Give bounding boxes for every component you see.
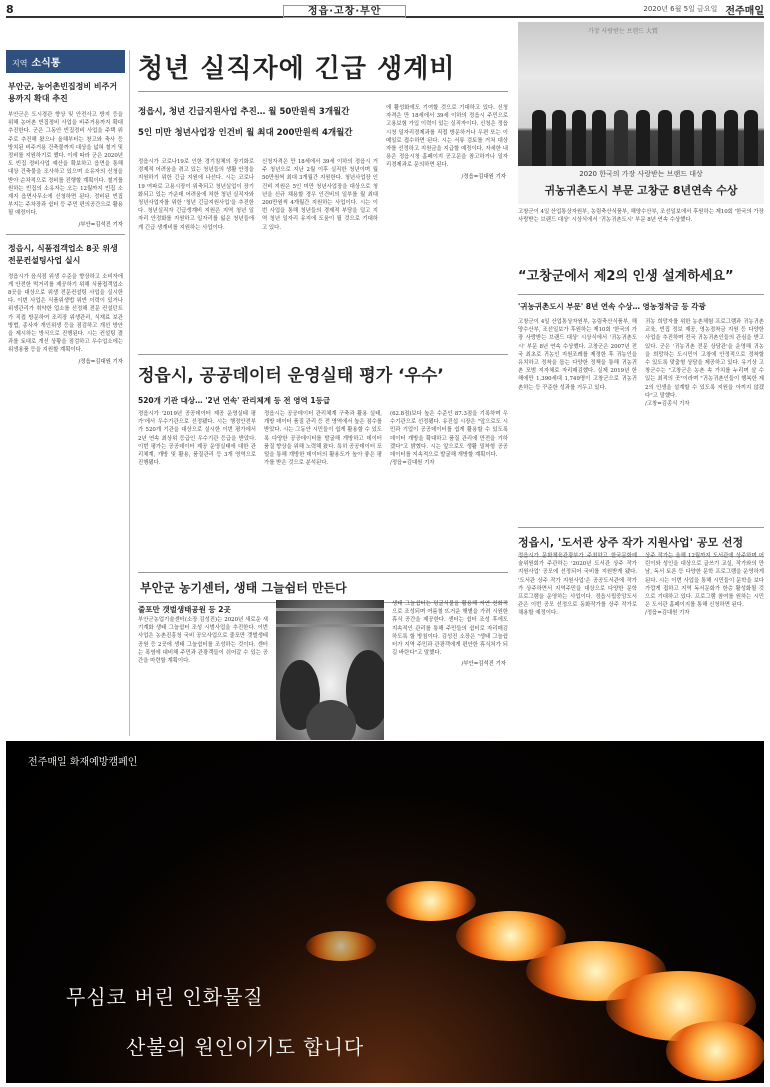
greenhouse-photo [276, 600, 384, 740]
gochang-subhead: '귀농귀촌도시 부문' 8년 연속 수상… 영농정착금 등 각광 [518, 302, 706, 311]
data-article-body: 정읍시가 '2019년 공공데이터 제공 운영실태 평가'에서 우수기관으로 선정됐다. 시는 행정안전부가 520개 기관을 대상으로 실시한 이번 평가에서 2년 연속 최상위 등급인 우수기관 등급을 받았다. 이번 평가는 공공데이터 제공 운영실태에 대한 관리체계, 개방 및 활용, 품질관리 등 3개 영역으로 진행됐다. 정읍시는 공공데이터 관리체계 구축과 활용 실태, 개방 데이터 품질 관리 등 전 영역에서 높은 점수를 받았다. 시는 그동안 시민들이 쉽게 활용할 수 있도록 다양한 공공데이터를 발굴해 개방하고 데이터 품질 향상을 위해 노력해 왔다. 특히 공공데이터 포털을 통해 개방한 데이터의 활용도가 높아 좋은 평가를 받은 것으로 분석된다. (62.8점)보다 높은 수준인 87.3점을 기록하며 우수기관으로 선정됐다. 유진섭 시장은 "앞으로도 시민과 기업이 공공데이터를 쉽게 활용할 수 있도록 데이터 개방을 확대하고 품질 관리에 만전을 기하겠다"고 밝혔다. 시는 앞으로도 생활 밀착형 공공데이터를 지속적으로 발굴해 개방할 계획이다. /정읍=김대원 기자 [138, 411, 508, 467]
forest-fire-glow [306, 931, 376, 961]
campaign-name: 전주매일 화재예방캠페인 [28, 757, 138, 768]
buan-subhead: 줄포만 갯벌생태공원 등 2곳 [138, 605, 231, 614]
data-headline[interactable]: 정읍시, 공공데이터 운영실태 평가 ‘우수’ [138, 354, 508, 386]
main-headline[interactable]: 청년 실직자에 긴급 생계비 [138, 48, 508, 92]
forest-fire-glow [666, 1021, 764, 1081]
story-byline: /부안=김석진 기자 [78, 221, 123, 228]
data-subhead: 520개 기관 대상… '2년 연속' 관리체계 등 전 영역 1등급 [138, 396, 331, 405]
library-article-body: 정읍시가 문화체육관광부가 주최하고 한국문화예술위원회가 주관하는 '2020년 도서관 상주 작가 지원사업' 공모에 선정되어 국비를 지원받게 됐다. '도서관 상주 작가 지원사업'은 공공도서관에 작가가 상주하면서 지역주민을 대상으로 다양한 문학 프로그램을 운영하는 사업이다. 정읍시립중앙도서관은 이번 공모 선정으로 동화작가를 상주 작가로 채용할 예정이다. 상주 작가는 올해 12월까지 도서관에 상주하며 어린이와 성인을 대상으로 글쓰기 교실, 작가와의 만남, 독서 토론 등 다양한 문학 프로그램을 운영하게 된다. 시는 이번 사업을 통해 시민들이 문학을 보다 가깝게 접하고 지역 독서문화가 한층 활성화될 것으로 기대하고 있다. 프로그램 참여를 원하는 시민은 도서관 홈페이지를 통해 신청하면 된다. /정읍=김대원 기자 [518, 553, 764, 617]
award-banner: 2020 한국의 가장 사랑받는 브랜드 대상 귀농귀촌도시 부문 고창군 8년연속 수상 [518, 166, 764, 204]
main-subheads: 정읍시, 청년 긴급지원사업 추진… 월 50만원씩 3개월간 5인 미만 청년사업장 인건비 월 최대 200만원씩 4개월간 [138, 107, 353, 138]
main-article-body: 정읍시가 코로나19로 인한 경기침체의 장기화로 경제적 어려움을 겪고 있는 청년들의 생활 안정을 지원하기 위한 긴급 지원에 나선다. 시는 코로나19 여파로 고용시장이 위축되고 청년실업이 장기화되고 있는 가운데 어려움에 처한 청년 실직자와 청년사업자를 위한 '청년 긴급지원사업'을 추진한다. 청년실직자 긴급생계비 지원은 지역 청년 일자리 안정화를 지원하고 일자리를 잃은 청년들에게 긴급 생계비를 지원하는 사업이다. 신청자격은 만 18세에서 39세 이하의 정읍시 거주 청년으로 지난 2월 이후 실직한 청년이며 월 50만원씩 최대 3개월간 지원한다. 청년사업장 인건비 지원은 5인 미만 청년사업장을 대상으로 청년을 신규 채용할 경우 인건비의 일부를 월 최대 200만원씩 4개월간 지원하는 사업이다. 시는 이번 사업을 통해 청년들의 경제적 부담을 덜고 지역 청년 일자리 유지에 도움이 될 것으로 기대하고 있다. [138, 159, 378, 231]
divider [6, 234, 125, 235]
buan-article-body: 부안군농업기술센터(소장 김성진)는 2020년 새로운 새기계화 생태 그늘쉼터 조성 시범사업을 추진한다. 이번 사업은 농촌진흥청 국비 공모사업으로 줄포만 갯벌생태공원 등 2곳에 생태 그늘쉼터를 조성하는 것이다. 센터는 폭염에 대비해 주민과 관광객들이 쉬어갈 수 있는 공간을 마련할 계획이다. [138, 617, 268, 665]
story-headline[interactable]: 정읍시, 식품접객업소 8곳 위생 전문컨설팅사업 실시 [8, 243, 118, 265]
column-tag: 지역 소식통 [6, 50, 125, 73]
buan-article-body-right: 생태 그늘쉼터는 덩굴식물을 활용해 자연 친화적으로 조성되며 여름철 뜨거운 햇볕을 가려 시원한 휴식 공간을 제공한다. 센터는 쉼터 조성 후에도 지속적인 관리를 통해 주민들의 쉼터로 자리매김하도록 할 방침이다. 김성진 소장은 "생태 그늘쉼터가 지역 주민과 관광객에게 편안한 휴식처가 되길 바란다"고 말했다. /부안=김석진 기자 [392, 601, 508, 668]
award-ceremony-photo: 가장 사랑받는 브랜드 大賞 2020 한국의 가장 사랑받는 브랜드 대상 귀농귀촌도시 부문 고창군 8년연속 수상 [518, 22, 764, 204]
page-number: 8 [6, 2, 14, 16]
fire-prevention-ad [6, 741, 764, 1083]
gochang-headline[interactable]: “고창군에서 제2의 인생 설계하세요” [518, 265, 764, 295]
photo-caption: 고창군이 4일 산업통상자원부, 농림축산식품부, 해양수산부, 조선일보에서 후원하는 제10회 '한국의 가장 사랑받는 브랜드 대상' 시상식에서 '귀농귀촌도시' 부문 8년 연속 수상했다. [518, 209, 764, 224]
local-news-column [6, 50, 130, 736]
story-headline[interactable]: 부안군, 농어촌빈집정비 비주거용까지 확대 추진 [8, 82, 118, 103]
ad-line-1: 무심코 버린 인화물질 [66, 985, 264, 1009]
ad-line-2: 산불의 원인이기도 합니다 [126, 1035, 365, 1059]
buan-headline[interactable]: 부안군 농기센터, 생태 그늘쉼터 만든다 [138, 572, 508, 603]
story-body: 부안군은 도시경관 향상 및 안전사고 방지 등을 위해 농어촌 빈집정비 사업을 비주거용까지 확대 추진한다. 군은 그동안 빈집정비 사업을 주택 위주로 추진해 왔으나 올해부터는 창고와 축사 등 방치된 비주거용 건축물까지 대상을 넓혀 철거 및 정비를 지원하기로 했다. 이에 따라 군은 2020년도 빈집 정비사업 예산을 확보하고 읍면을 통해 대상 건축물을 조사하고 있으며 소유자의 신청을 받아 순차적으로 정비를 진행할 계획이다. 철거를 원하는 빈집의 소유자는 오는 12월까지 빈집 소재지 읍면사무소에 신청하면 된다. 정비된 빈집 부지는 주차장과 쉼터 등 주민 편의공간으로 활용될 예정이다. [8, 112, 123, 217]
newspaper-brand: 전주매일 [725, 5, 764, 17]
story-body: 정읍시가 음식점 위생 수준을 향상하고 소비자에게 안전한 먹거리를 제공하기 위해 식품접객업소 8곳을 대상으로 위생 전문컨설팅 사업을 실시한다. 이번 사업은 식품위생법 위반 이력이 있거나 위생관리가 취약한 업소를 선정해 전문 컨설턴트가 직접 방문하여 조리장 위생관리, 식재료 보관 방법, 종사자 개인위생 등을 점검하고 개선 방안을 제시하는 방식으로 진행된다. 시는 컨설팅 결과를 토대로 개선 상황을 점검하고 우수업소에는 위생용품 등을 지원할 계획이다. [8, 273, 123, 354]
section-title: 정읍·고창·부안 [46, 2, 643, 17]
publication-date: 2020년 6월 5일 금요일 [643, 5, 718, 13]
story-byline: /정읍=김대원 기자 [78, 358, 123, 365]
main-article-body-right: 에 활성화에도 기여할 것으로 기대하고 있다. 신청 자격은 만 18세에서 39세 이하의 정읍시 주민으로 고용보험 가입 이력이 있는 실직자이다. 신청은 정읍시청 일자리경제과를 직접 방문하거나 우편 또는 이메일로 접수하면 된다. 시는 서류 검토를 거쳐 대상자를 선정하고 지원금을 지급할 예정이다. 자세한 내용은 정읍시청 홈페이지 공고문을 참고하거나 일자리경제과로 문의하면 된다. /정읍=김대원 기자 [386, 105, 508, 180]
gochang-article-body: 고창군이 4일 산업통상자원부, 농림축산식품부, 해양수산부, 조선일보가 후원하는 제10회 '한국의 가장 사랑받는 브랜드 대상' 시상식에서 '귀농귀촌도시' 부문 8년 연속 수상했다. 고창군은 2007년 전국 최초로 귀농인 지원조례를 제정한 후 귀농인을 유치하고 정착을 돕는 다양한 정책을 통해 귀농귀촌 모범 지자체로 자리매김했다. 실제 2019년 한 해에만 1,390세대 1,749명이 고창군으로 귀농귀촌하는 등 꾸준한 성과를 거두고 있다. 귀농 희망자를 위한 농촌체험 프로그램과 귀농귀촌 교육, 빈집 정보 제공, 영농정착금 지원 등 다양한 사업을 추진하며 전국 귀농귀촌인들의 관심을 받고 있다. 군은 '귀농귀촌 전문 상담관'을 운영해 귀농을 희망하는 도시민이 고창에 안정적으로 정착할 수 있도록 맞춤형 상담을 제공하고 있다. 유기상 고창군수는 "고창군은 농촌 속 가치를 누리며 살 수 있는 최적의 곳"이라며 "귀농귀촌인들이 행복한 제2의 인생을 설계할 수 있도록 지원을 아끼지 않겠다"고 말했다. /고창=김종식 기자 [518, 319, 764, 408]
library-headline[interactable]: 정읍시, '도서관 상주 작가 지원사업' 공모 선정 [518, 527, 764, 557]
page-header [6, 2, 764, 18]
forest-fire-glow [386, 881, 476, 921]
